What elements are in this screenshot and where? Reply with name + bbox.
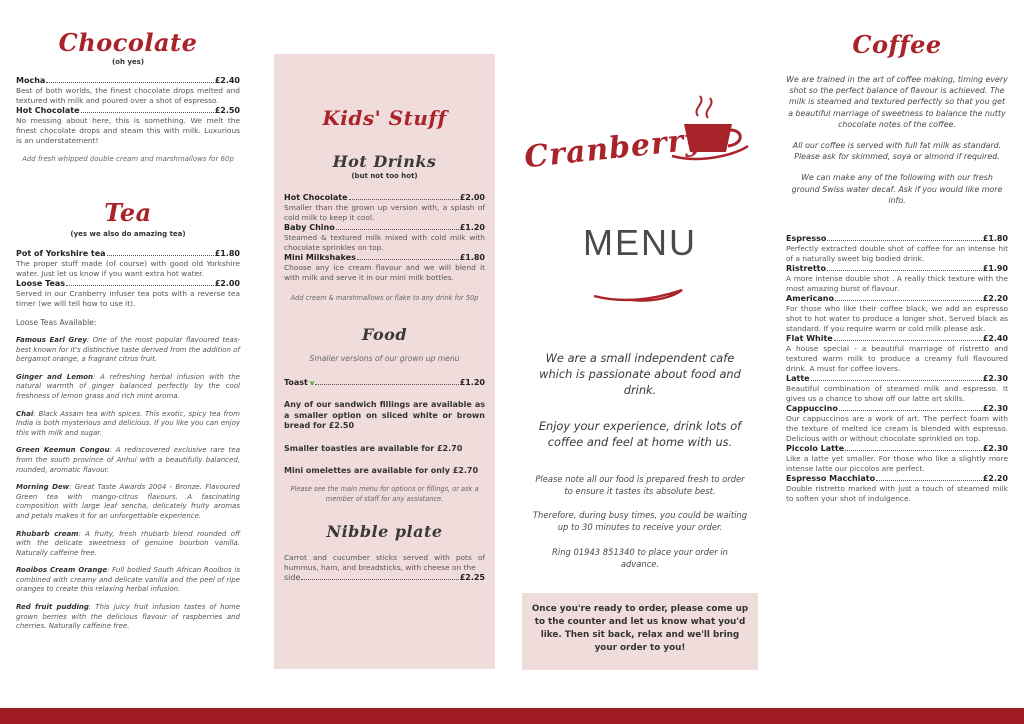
menu-item-latte: Latte £2.30	[786, 374, 1008, 383]
tea-title: Tea	[104, 198, 152, 227]
hot-drinks-title: Hot Drinks	[332, 152, 437, 171]
note-fresh: Please note all our food is prepared fresh to order to ensure it tastes its absolute best.	[535, 474, 745, 496]
item-description: Steamed & textured milk mixed with cold milk with chocolate sprinkles on top.	[284, 233, 485, 252]
item-name: Hot Chocolate	[16, 106, 80, 115]
hot-drinks-items	[284, 193, 485, 303]
tea-subtitle: (yes we also do amazing tea)	[70, 230, 186, 238]
order-instructions: Once you're ready to order, please come up to the counter and let us know what you'd like. Then sit back, relax and we'll bring your order to you!	[531, 604, 749, 653]
item-name: Toast	[284, 378, 308, 387]
item-price: £2.00	[459, 193, 485, 202]
tea-items	[16, 249, 240, 632]
loose-tea-entry: Rhubarb cream: A fruity, fresh rhubarb blend rounded off with the delicate sweetness of genuine bourbon vanilla. Naturally caffeine free.	[16, 529, 240, 557]
item-price: £2.50	[214, 106, 240, 115]
sandwich-option: Any of our sandwich fillings are available as a smaller option on sliced white or brown bread for £2.50	[284, 400, 485, 430]
menu-title: MENU	[583, 222, 697, 263]
menu-item-cappuccino: Cappuccino £2.30	[786, 404, 1008, 413]
coffee-title: Coffee	[852, 30, 942, 59]
loose-tea-entry: Rooibos Cream Orange: Full bodied South African Rooibos is combined with creamy and delicate vanilla and the peel of ripe oranges to create this relaxing herbal infusion.	[16, 566, 240, 594]
coffee-intro-1: We are trained in the art of coffee making, timing every shot so the perfect balance of flavour is achieved. The milk is steamed and textured perfectly so that you get a beautiful marriage of sweetness to balance the nutty chocolate notes of the coffee.	[786, 75, 1008, 129]
menu-item-piccolo-latte: Piccolo Latte £2.30	[786, 444, 1008, 453]
menu-item-toast	[284, 378, 485, 388]
menu-item-ristretto: Ristretto £1.90	[786, 264, 1008, 273]
menu-item-espresso: Espresso £1.80	[786, 234, 1008, 243]
item-description: Beautiful combination of steamed milk and espresso. It gives us a chance to show off our latte art skills.	[786, 384, 1008, 403]
item-description: For those who like their coffee black, we add an espresso shot to hot water to produce a longer shot. Served black as standard. If you require warm or cold milk please ask.	[786, 304, 1008, 333]
menu-item-espresso-macchiato: Espresso Macchiato £2.20	[786, 474, 1008, 483]
toasties-option: Smaller toasties are available for £2.70	[284, 443, 463, 453]
item-name: Mini Milkshakes	[284, 253, 356, 262]
chocolate-items	[16, 76, 240, 164]
item-description: Like a latte yet smaller. For those who like a slightly more intense latte our piccolos are perfect.	[786, 454, 1008, 473]
loose-teas-heading: Loose Teas Available:	[16, 318, 97, 327]
menu-item-hot-chocolate	[16, 106, 240, 116]
item-description: Smaller than the grown up version with, a splash of cold milk to keep it cool.	[284, 203, 485, 222]
note-wait: Therefore, during busy times, you could be waiting up to 30 minutes to receive your order.	[532, 510, 748, 532]
menu-item-loose-teas	[16, 279, 240, 289]
omelettes-option: Mini omelettes are available for only £2.70	[284, 466, 479, 475]
coffee-intro	[786, 74, 1008, 206]
decorative-swash-icon	[522, 284, 758, 308]
loose-tea-entry: Chai: Black Assam tea with spices. This exotic, spicy tea from India is both mysterious and delicious. If you like you can enjoy this with milk and sugar.	[16, 409, 240, 437]
loose-tea-entry: Ginger and Lemon: A refreshing herbal infusion with the natural warmth of ginger balanced perfectly by the cool freshness of lemon grass and rich mint aroma.	[16, 372, 240, 400]
menu-item-mocha	[16, 76, 240, 86]
coffee-items	[786, 234, 1008, 504]
chocolate-subtitle: (oh yes)	[111, 58, 145, 66]
item-price: £2.00	[214, 279, 240, 288]
item-description: Our cappuccinos are a work of art. The perfect foam with the texture of melted ice cream is blended with espresso. Delicious with or without chocolate sprinkled on top.	[786, 414, 1008, 443]
vegetarian-mark: v	[309, 379, 315, 387]
item-name: side	[284, 572, 301, 582]
item-name: Mocha	[16, 76, 46, 85]
food-note: Please see the main menu for options or fillings, or ask a member of staff for any assistance.	[290, 484, 479, 503]
loose-tea-entry: Green Keemun Congou: A rediscovered exclusive rare tea from the south province of Anhui with a beautifully balanced, rounded, aromatic flavour.	[16, 446, 240, 474]
item-price: £1.80	[459, 253, 485, 262]
menu-item-yorkshire-tea	[16, 249, 240, 259]
brand-name: Cranberry	[522, 121, 705, 176]
menu-item-kids-hot-chocolate	[284, 193, 485, 203]
item-name: Pot of Yorkshire tea	[16, 249, 106, 258]
item-description: Choose any ice cream flavour and we will blend it with milk and serve it in our mini milk bottles.	[284, 263, 485, 282]
menu-item-nibble-plate	[284, 573, 485, 583]
nibble-description: Carrot and cucumber sticks served with pots of hummus, ham, and breadsticks, with cheese on the	[284, 552, 485, 572]
menu-item-mini-milkshakes	[284, 253, 485, 263]
note-phone: Ring 01943 851340 to place your order in advance.	[552, 547, 728, 569]
item-description: Double ristretto marked with just a touch of steamed milk to soften your shot of indulgence.	[786, 484, 1008, 503]
loose-tea-entry: Red fruit pudding: This juicy fruit infusion tastes of home grown berries with the delicious flavour of raspberries and cherries. Naturally caffeine free.	[16, 603, 240, 631]
chocolate-title: Chocolate	[58, 28, 198, 57]
food-title: Food	[361, 325, 407, 344]
item-price: £1.20	[459, 378, 485, 387]
menu-item-baby-chino	[284, 223, 485, 233]
nibble-title: Nibble plate	[326, 521, 443, 541]
item-description: A more intense double shot . A really thick texture with the most amazing burst of flavour.	[786, 274, 1008, 293]
enjoy-text: Enjoy your experience, drink lots of coffee and feel at home with us.	[538, 419, 742, 449]
order-box	[522, 593, 758, 670]
item-price: £2.25	[459, 572, 485, 582]
item-description: A house special - a beautiful marriage of ristretto and textured warm milk to produce a creamy full flavoured drink. A must for coffee lovers.	[786, 344, 1008, 373]
tagline: We are a small independent cafe which is passionate about food and drink.	[539, 351, 741, 397]
coffee-intro-3: We can make any of the following with our fresh ground Swiss water decaf. Ask if you would like more info.	[791, 173, 1003, 205]
kids-panel	[274, 54, 495, 669]
item-name: Baby Chino	[284, 223, 335, 232]
item-name: Hot Chocolate	[284, 193, 348, 202]
kids-title: Kids' Stuff	[322, 106, 447, 130]
menu-item-flat-white: Flat White £2.40	[786, 334, 1008, 343]
item-price: £2.40	[214, 76, 240, 85]
item-description: Perfectly extracted double shot of coffee for an intense hit of a naturally sweet big bodied drink.	[786, 244, 1008, 263]
loose-tea-entry: Famous Earl Grey: One of the most popular flavoured teas- best known for it's distinctive taste derived from the addition of bergamot orange, a fragrant citrus fruit.	[16, 336, 240, 364]
footer-bar	[0, 708, 1024, 724]
item-description: Served in our Cranberry infuser tea pots with a reverse tea timer (we will tell how to use it).	[16, 289, 240, 308]
hot-drinks-note: Add cream & marshmallows or flake to any drink for 50p	[290, 294, 479, 302]
coffee-intro-2: All our coffee is served with full fat milk as standard. Please ask for skimmed, soya or almond if required.	[792, 141, 1002, 162]
item-description: Best of both worlds, the finest chocolate drops melted and textured with milk and poured over a shot of espresso.	[16, 86, 240, 105]
loose-tea-entry: Morning Dew: Great Taste Awards 2004 - Bronze. Flavoured Green tea with mango-citrus flavours. A fascinating composition with large leaf sencha, delicately fruity aromas and petals makes it for an unforgettable experience.	[16, 483, 240, 520]
item-name: Loose Teas	[16, 279, 66, 288]
food-intro: Smaller versions of our grown up menu	[309, 354, 460, 363]
item-price: £1.80	[214, 249, 240, 258]
hot-drinks-subtitle: (but not too hot)	[351, 172, 418, 180]
item-description: No messing about here, this is something. We melt the finest chocolate drops and steam this with milk. Luxurious is an understatement!	[16, 116, 240, 145]
menu-item-americano: Americano £2.20	[786, 294, 1008, 303]
item-description: The proper stuff made (of course) with good old Yorkshire water. Just let us know if you want extra hot water.	[16, 259, 240, 278]
chocolate-note: Add fresh whipped double cream and marshmallows for 60p	[22, 155, 234, 163]
item-price: £1.20	[459, 223, 485, 232]
